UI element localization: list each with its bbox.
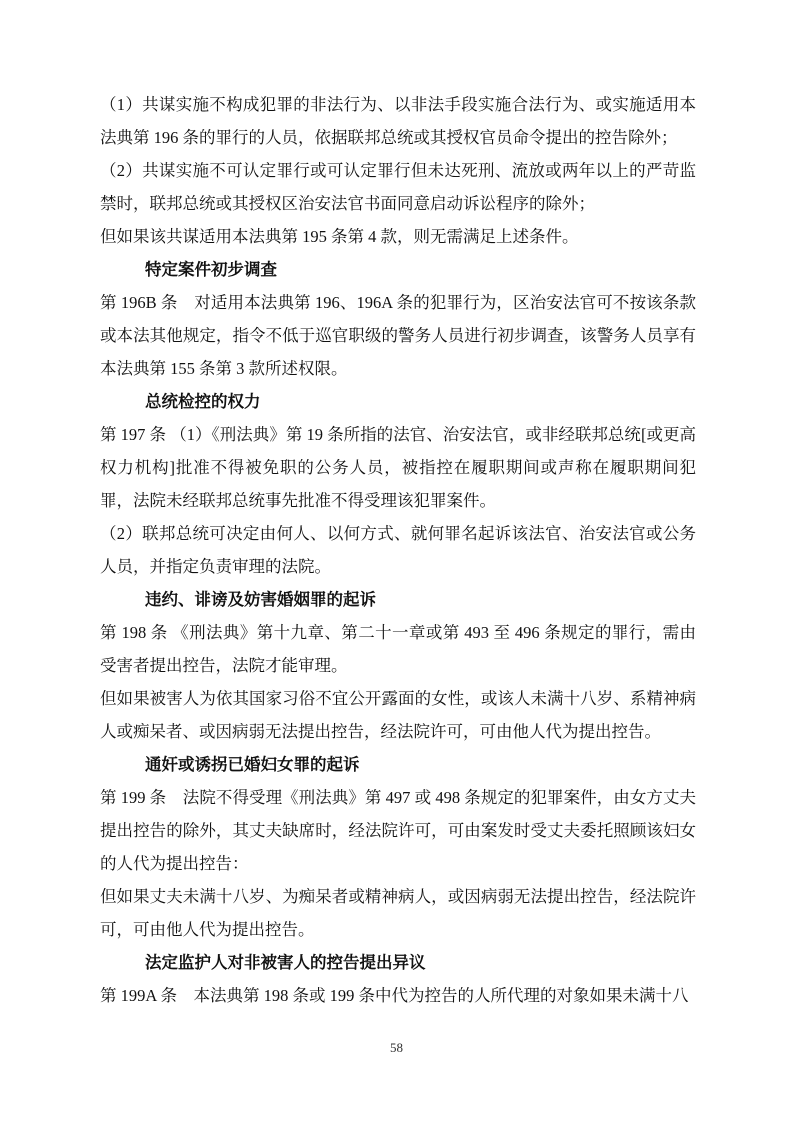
section-heading: 通奸或诱拐已婚妇女罪的起诉: [145, 755, 360, 774]
section-heading: 违约、诽谤及妨害婚姻罪的起诉: [145, 590, 376, 609]
page-number: 58: [390, 1040, 403, 1055]
body-paragraph: 但如果丈夫未满十八岁、为痴呆者或精神病人，或因病弱无法提出控告，经法院许可，可由他人代为提出控告。: [100, 887, 696, 939]
body-paragraph: （1）共谋实施不构成犯罪的非法行为、以非法手段实施合法行为、或实施适用本法典第 196 条的罪行的人员，依据联邦总统或其授权官员命令提出的控告除外；: [100, 95, 696, 147]
body-paragraph: 第 199 条 法院不得受理《刑法典》第 497 或 498 条规定的犯罪案件，由女方丈夫提出控告的除外，其丈夫缺席时，经法院许可，可由案发时受丈夫委托照顾该妇女的人代为提出控告：: [100, 788, 696, 873]
body-paragraph: 第 196B 条 对适用本法典第 196、196A 条的犯罪行为，区治安法官可不按该条款或本法其他规定，指令不低于巡官职级的警务人员进行初步调查，该警务人员享有本法典第 155 条第 3 款所述权限。: [100, 293, 696, 378]
body-paragraph: 第 198 条 《刑法典》第十九章、第二十一章或第 493 至 496 条规定的罪行，需由受害者提出控告，法院才能审理。: [100, 623, 696, 675]
body-paragraph: 但如果该共谋适用本法典第 195 条第 4 款，则无需满足上述条件。: [100, 227, 579, 246]
body-paragraph: 第 197 条 （1）《刑法典》第 19 条所指的法官、治安法官，或非经联邦总统[或更高权力机构]批准不得被免职的公务人员，被指控在履职期间或声称在履职期间犯罪，法院未经联邦总统事先批准不得受理该犯罪案件。: [100, 425, 696, 510]
body-paragraph: （2）共谋实施不可认定罪行或可认定罪行但未达死刑、流放或两年以上的严苛监禁时，联邦总统或其授权区治安法官书面同意启动诉讼程序的除外；: [100, 161, 696, 213]
document-text-area: [100, 88, 696, 1012]
body-paragraph: 但如果被害人为依其国家习俗不宜公开露面的女性，或该人未满十八岁、系精神病人或痴呆者、或因病弱无法提出控告，经法院许可，可由他人代为提出控告。: [100, 689, 696, 741]
section-heading: 总统检控的权力: [145, 392, 261, 411]
section-heading: 法定监护人对非被害人的控告提出异议: [145, 953, 426, 972]
section-heading: 特定案件初步调查: [145, 260, 277, 279]
body-paragraph: 第 199A 条 本法典第 198 条或 199 条中代为控告的人所代理的对象如果未满十八: [100, 986, 689, 1005]
body-paragraph: （2）联邦总统可决定由何人、以何方式、就何罪名起诉该法官、治安法官或公务人员，并指定负责审理的法院。: [100, 524, 696, 576]
